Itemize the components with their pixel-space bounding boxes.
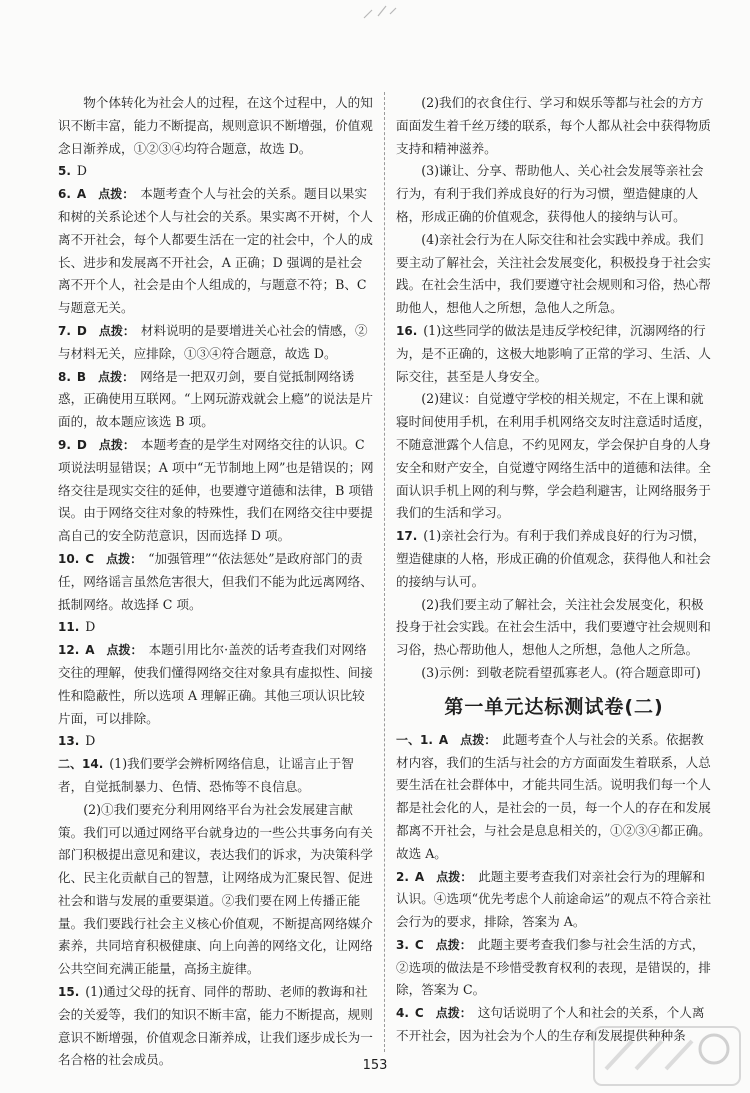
item-number: 9. [58, 437, 71, 452]
answer-item [58, 320, 374, 366]
item-number: 一、1. [396, 732, 433, 747]
left-column [58, 92, 374, 1072]
item-number: 17. [396, 529, 418, 544]
answer-item [58, 548, 374, 616]
answer-item [58, 799, 374, 981]
item-tip: D 点拨： [76, 437, 135, 452]
item-number: 8. [58, 369, 71, 384]
item-text: (3)谦让、分享、帮助他人、关心社会发展等亲社会行为，有利于我们养成良好的行为习惯，塑造健康的人格，形成正确的价值观念，获得他人的接纳与认可。 [396, 163, 704, 224]
answer-item [58, 92, 374, 160]
item-text: 本题考查的是学生对网络交往的认识。C 项说法明显错误；A 项中“无节制地上网”也是错误的；网络交往是现实交往的延伸，也要遵守道德和法律，B 项错误。由于网络交往对象的特殊性，我们在网络交往中要提高自己的安全防范意识，因而选择 D 项。 [58, 436, 374, 544]
answer-item [396, 92, 712, 160]
answer-item [396, 388, 712, 525]
answer-item [58, 434, 374, 548]
watermark-logo [592, 1025, 742, 1087]
answer-item [396, 594, 712, 662]
answer-item [396, 525, 712, 593]
answer-item [58, 366, 374, 434]
answer-item [396, 662, 712, 685]
item-tip: A 点拨： [438, 732, 497, 747]
item-text: (2)我们的衣食住行、学习和娱乐等都与社会的方方面面发生着千丝万缕的联系，每个人都从社会中获得物质支持和精神滋养。 [396, 95, 711, 156]
answer-item [396, 934, 712, 1002]
section-title: 第一单元达标测试卷(二) [444, 695, 664, 718]
answer-item [58, 616, 374, 639]
item-number: 2. [396, 869, 409, 884]
item-text: (1)我们要学会辨析网络信息，让谣言止于智者，自觉抵制暴力、色情、恐怖等不良信息。 [58, 756, 354, 794]
item-tip: D 点拨： [76, 323, 135, 338]
column-divider [384, 92, 386, 1052]
item-text: 这句话说明了个人和社会的关系，个人离不开社会，因为社会为个人的生存和发展提供种种条 [396, 1005, 705, 1044]
item-text: (1)这些同学的做法是违反学校纪律，沉溺网络的行为，是不正确的，这极大地影响了正常的学习、生活、人际交往，甚至是人身安全。 [396, 322, 711, 384]
item-text: D [76, 163, 88, 179]
item-text: 网络是一把双刃剑，要自觉抵制网络诱惑，正确使用互联网。“上网玩游戏就会上瘾”的说法是片面的，故本题应该选 B 项。 [58, 368, 374, 430]
item-text: 此题主要考查我们对亲社会行为的理解和认识。④选项“优先考虑个人前途命运”的观点不符合亲社会行为的要求，排除，答案为 A。 [396, 868, 712, 930]
item-tip: A 点拨： [414, 869, 473, 884]
item-number: 11. [58, 620, 80, 635]
item-number: 4. [396, 1006, 409, 1021]
item-text: (1)亲社会行为。有利于我们养成良好的行为习惯，塑造健康的人格，形成正确的价值观念，获得他人和社会的接纳与认可。 [396, 528, 711, 589]
item-text: D [85, 733, 96, 749]
item-number: 3. [396, 937, 409, 952]
answer-item [396, 729, 712, 866]
item-number: 12. [58, 643, 80, 658]
item-text: 材料说明的是要增进关心社会的情感，②与材料无关，应排除，①③④符合题意，故选 D。 [58, 322, 368, 361]
item-text: (1)通过父母的抚育、同伴的帮助、老师的教诲和社会的关爱等，我们的知识不断丰富，能力不断提高，规则意识不断增强，价值观念日渐养成，让我们逐步成长为一名合格的社会成员。 [58, 984, 373, 1068]
item-text: (2)①我们要充分利用网络平台为社会发展建言献策。我们可以通过网络平台就身边的一些公共事务向有关部门积极提出意见和建议，表达我们的诉求，为决策科学化、民主化贡献自己的智慧，让网络成为汇聚民智、促进社会和谐与发展的重要渠道。②我们要在网上传播正能量。我们要践行社会主义核心价值观，不断提高网络媒介素养，共同培育积极健康、向上向善的网络文化，让网络公共空间充满正能量，高扬主旋律。 [58, 801, 373, 977]
item-number: 7. [58, 323, 71, 338]
answer-item [58, 183, 374, 320]
item-text: (4)亲社会行为在人际交往和社会实践中养成。我们要主动了解社会，关注社会发展变化，积极投身于社会实践。在社会生活中，我们要遵守社会规则和习俗，热心帮助他人，想他人之所想，急他人之所急。 [396, 231, 711, 316]
item-text: (2)我们要主动了解社会，关注社会发展变化，积极投身于社会实践。在社会生活中，我们要遵守社会规则和习俗，热心帮助他人，想他人之所想，急他人之所急。 [396, 596, 711, 658]
item-text: (2)建议：自觉遵守学校的相关规定，不在上课和就寝时间使用手机，在利用手机网络交友时注意适时适度，不随意泄露个人信息，不约见网友，学会保护自身的人身安全和财产安全，自觉遵守网络生活中的道德和法律。全面认识手机上网的利与弊，学会趋利避害，让网络服务于我们的生活和学习。 [396, 391, 711, 521]
item-text: 此题主要考查我们参与社会生活的方式，②选项的做法是不珍惜受教育权利的表现，是错误的，排除，答案为 C。 [396, 936, 711, 998]
item-tip: A 点拨： [85, 643, 143, 658]
item-number: 10. [58, 551, 80, 566]
answer-item [58, 160, 374, 183]
item-number: 二、14. [58, 757, 104, 772]
answer-item [58, 753, 374, 799]
item-text: 此题考查个人与社会的关系。依据教材内容，我们的生活与社会的方方面面发生着联系，人总要生活在社会群体中，才能共同生活。说明我们每一个人都是社会化的人，是社会的一员，每一个人的存在和发展都离不开社会，与社会是息息相关的，①②③④都正确。故选 A。 [396, 731, 711, 861]
item-number: 15. [58, 985, 80, 1000]
item-number: 16. [396, 323, 418, 338]
item-tip: C 点拨： [85, 551, 143, 566]
right-column [396, 92, 712, 1048]
item-number: 6. [58, 187, 71, 202]
answer-item [396, 229, 712, 320]
answer-item [396, 320, 712, 388]
item-text: D [85, 619, 96, 635]
item-text: “加强管理”“依法惩处”是政府部门的责任，网络谣言虽然危害很大，但我们不能为此远离网络、抵制网络。故选择 C 项。 [58, 550, 373, 612]
item-text: 本题考查个人与社会的关系。题目以果实和树的关系论述个人与社会的关系。果实离不开树，个人离不开社会，每个人都要生活在一定的社会中，个人的成长、进步和发展离不开社会，A 正确；D 强调的是社会离不开个人，社会是由个人组成的，与题意不符；B、C 与题意无关。 [58, 186, 373, 316]
item-tip: B 点拨： [76, 369, 135, 384]
item-tip: C 点拨： [414, 1006, 472, 1021]
answer-item [396, 866, 712, 934]
item-number: 5. [58, 164, 71, 179]
item-tip: A 点拨： [76, 187, 135, 202]
answer-item [396, 160, 712, 228]
item-number: 13. [58, 734, 80, 749]
item-text: 物个体转化为社会人的过程，在这个过程中，人的知识不断丰富，能力不断提高，规则意识不断增强，价值观念日渐养成，①②③④均符合题意，故选 D。 [58, 95, 373, 156]
scan-mark [360, 0, 400, 24]
answer-item [58, 730, 374, 753]
item-text: (3)示例：到敬老院看望孤寡老人。(符合题意即可) [421, 664, 701, 680]
page-number: 153 [362, 1058, 388, 1073]
item-text: 本题引用比尔·盖茨的话考查我们对网络交往的理解，使我们懂得网络交往对象具有虚拟性、间接性和隐蔽性，所以选项 A 理解正确。其他三项认识比较片面，可以排除。 [58, 642, 373, 726]
item-tip: C 点拨： [414, 937, 472, 952]
answer-item [58, 639, 374, 730]
